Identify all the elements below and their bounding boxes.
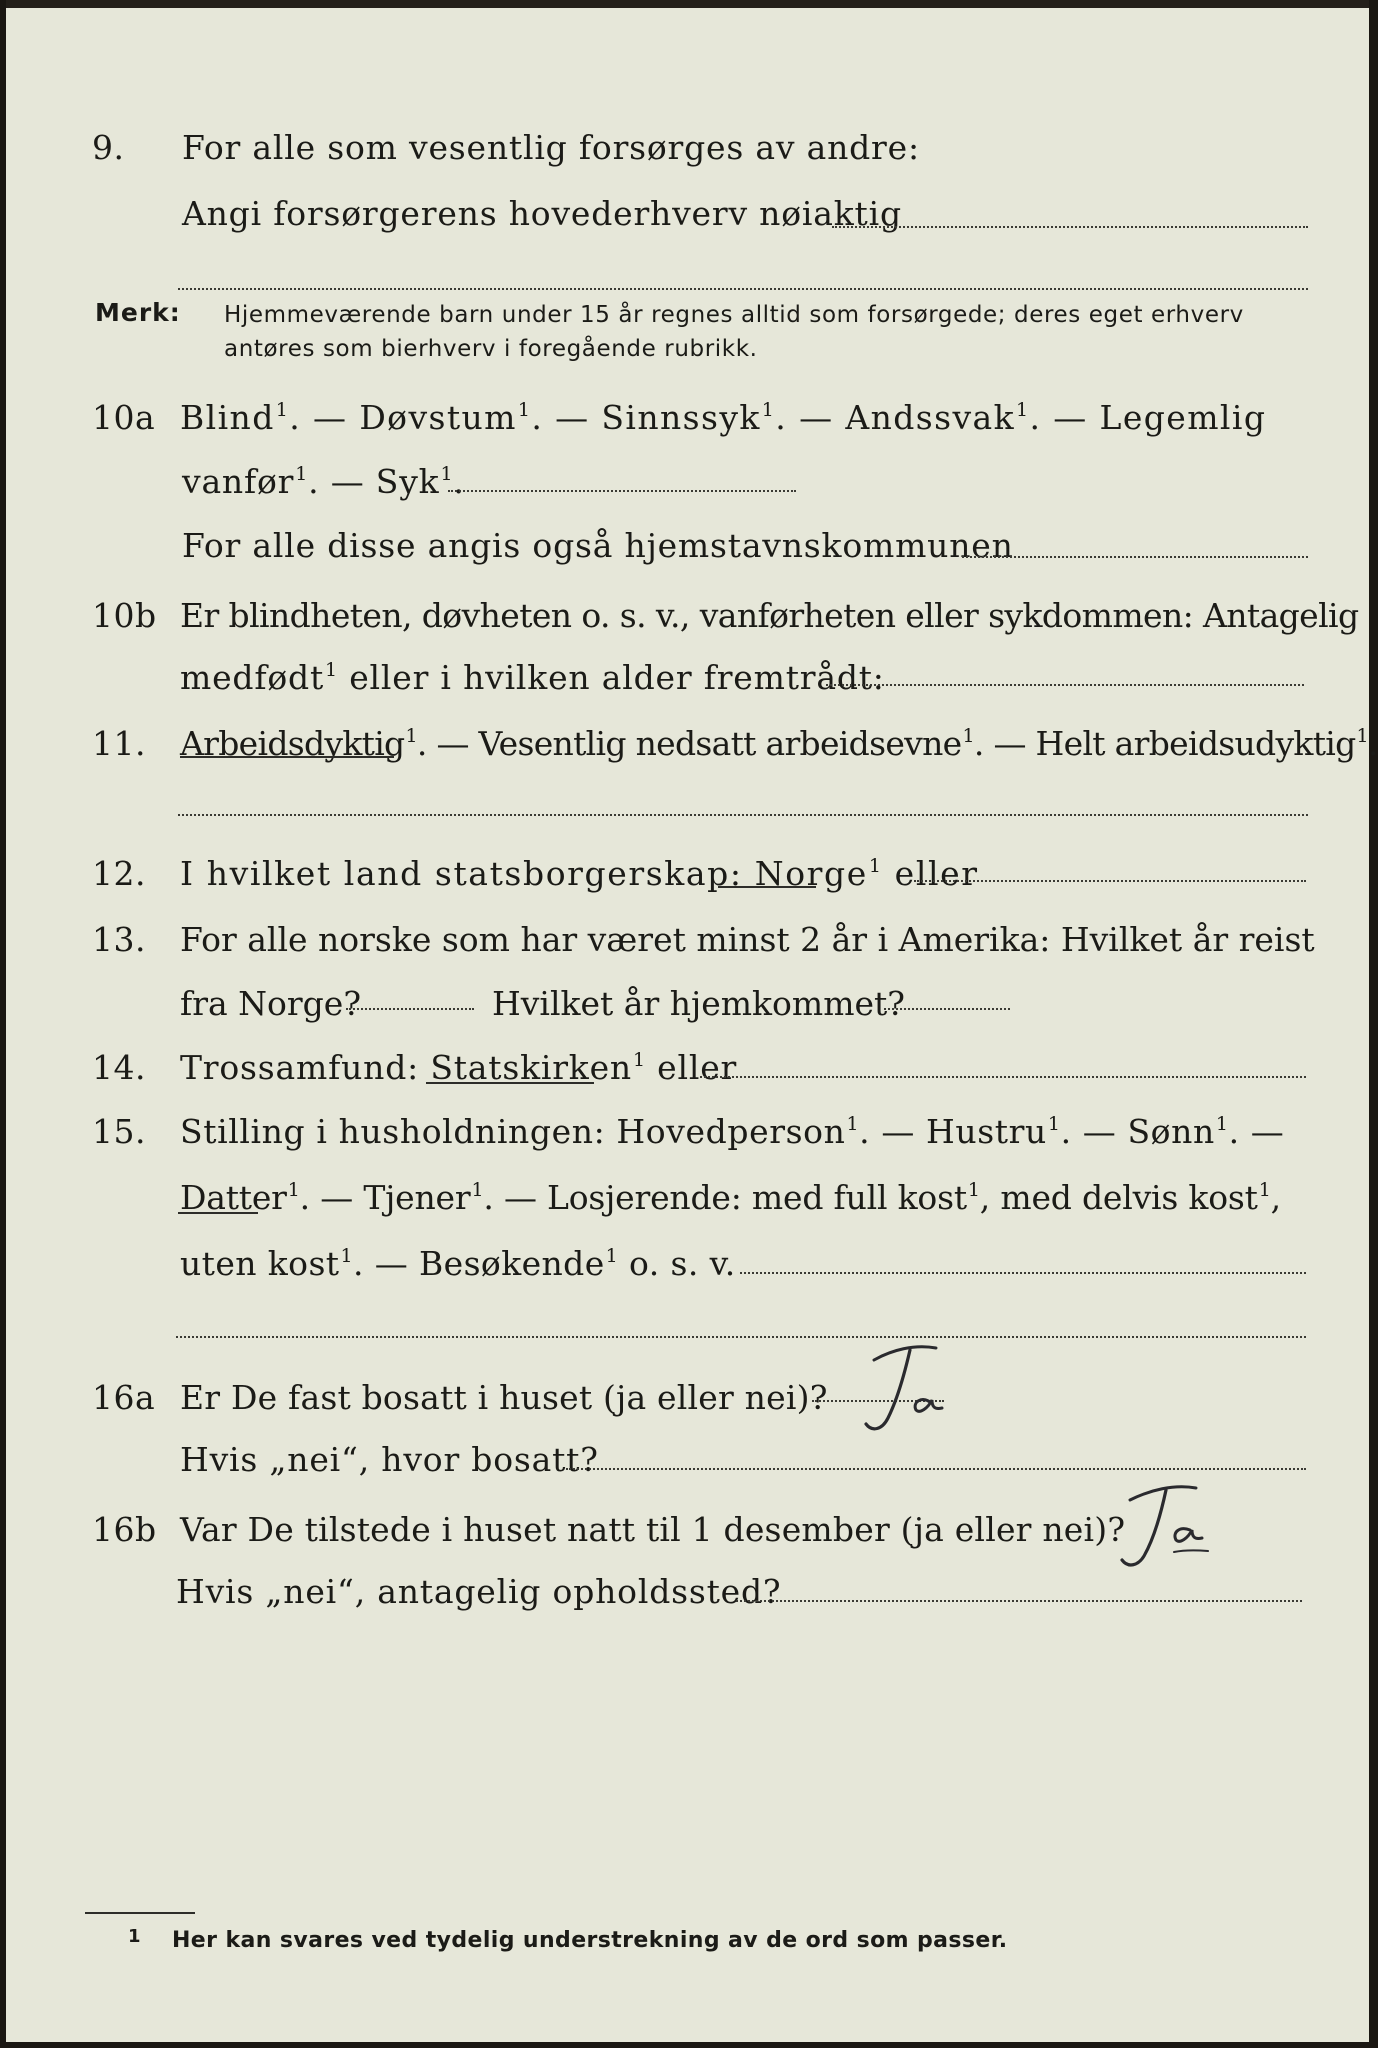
- question-text: For alle som vesentlig forsørges av andre:: [182, 128, 920, 167]
- question-12-line-1: [0, 846, 1373, 906]
- question-text: Stilling i husholdningen: Hovedperson$^1$. — Hustru$^1$. — Sønn$^1$. —: [180, 1112, 1285, 1151]
- answer-line[interactable]: [740, 1272, 1306, 1274]
- handwriting-ja-icon: [852, 1336, 952, 1446]
- question-text: medfødt$^1$ eller i hvilken alder fremtrådt:: [180, 658, 885, 697]
- question-text: fra Norge?: [180, 984, 362, 1023]
- question-number: 14.: [92, 1048, 146, 1087]
- question-13-line-1: [0, 912, 1373, 972]
- scan-edge-top: [0, 0, 1373, 8]
- question-number: 11.: [92, 724, 146, 763]
- question-10a-line-2: [0, 454, 1373, 514]
- answer-line[interactable]: [566, 1468, 1306, 1470]
- answer-line[interactable]: [178, 288, 1308, 290]
- answer-line[interactable]: [448, 490, 796, 492]
- question-number: 15.: [92, 1112, 146, 1151]
- question-text: Arbeidsdyktig$^1$. — Vesentlig nedsatt arbeidsevne$^1$. — Helt arbeidsudyktig$^1$.: [180, 724, 1378, 763]
- question-text: I hvilket land statsborgerskap: Norge$^1$ eller: [180, 854, 979, 893]
- handwritten-underline: [718, 886, 816, 888]
- footnote-divider: [85, 1912, 195, 1914]
- option-norge[interactable]: Norge: [754, 854, 868, 893]
- note-text-line-2: antøres som bierhverv i foregående rubrikk.: [224, 336, 758, 362]
- question-number: 9.: [92, 128, 125, 167]
- question-10a-line-3: [0, 518, 1373, 578]
- option-arbeidsdyktig[interactable]: Arbeidsdyktig: [180, 724, 405, 763]
- question-number: 16b: [92, 1510, 157, 1549]
- question-number: 12.: [92, 854, 146, 893]
- question-16a-line-1: [0, 1370, 1373, 1430]
- question-16b-line-2: [0, 1564, 1373, 1624]
- scan-edge-bottom: [0, 2042, 1373, 2048]
- question-number: 16a: [92, 1378, 156, 1417]
- answer-line[interactable]: [884, 1008, 1010, 1010]
- question-15-line-1: [0, 1104, 1373, 1164]
- question-15-line-2: [0, 1170, 1373, 1230]
- answer-line[interactable]: [962, 556, 1308, 558]
- question-9-line-2: [0, 186, 1373, 246]
- question-text: Hvis „nei“, hvor bosatt?: [180, 1440, 599, 1479]
- answer-line[interactable]: [914, 880, 1306, 882]
- answer-line[interactable]: [178, 814, 1308, 816]
- option-datter[interactable]: Datter: [180, 1178, 287, 1217]
- question-10b-line-2: [0, 650, 1373, 710]
- question-15-line-3: [0, 1236, 1373, 1296]
- answer-line[interactable]: [700, 1076, 1306, 1078]
- question-text: Hvilket år hjemkommet?: [492, 984, 905, 1023]
- question-text: For alle norske som har været minst 2 år i Amerika: Hvilket år reist: [180, 920, 1315, 959]
- question-text: Var De tilstede i huset natt til 1 desember (ja eller nei)?: [180, 1510, 1126, 1549]
- handwritten-underline: [426, 1082, 594, 1084]
- question-text: Trossamfund: Statskirken$^1$ eller: [180, 1048, 738, 1087]
- answer-line[interactable]: [346, 1008, 474, 1010]
- footnote-text: Her kan svares ved tydelig understrekning av de ord som passer.: [172, 1928, 1008, 1953]
- question-10a-line-1: [0, 390, 1373, 450]
- option-statskirken[interactable]: Statskirken: [430, 1048, 632, 1087]
- answer-line[interactable]: [832, 226, 1308, 228]
- handwritten-underline: [178, 1212, 258, 1214]
- question-11-line-1: [0, 716, 1378, 776]
- question-14-line-1: [0, 1040, 1373, 1100]
- question-text: Er blindheten, døvheten o. s. v., vanførheten eller sykdommen: Antagelig: [180, 596, 1359, 635]
- question-number: 13.: [92, 920, 146, 959]
- question-10b-line-1: [0, 588, 1373, 648]
- question-text: Angi forsørgerens hovederhverv nøiaktig: [182, 194, 902, 233]
- question-text: vanfør$^1$. — Syk$^1$.: [182, 462, 465, 501]
- footnote-mark: 1: [128, 1926, 141, 1947]
- question-number: 10a: [92, 398, 156, 437]
- question-13-line-2: [0, 976, 1373, 1036]
- question-number: 10b: [92, 596, 157, 635]
- question-text: Datter$^1$. — Tjener$^1$. — Losjerende: med full kost$^1$, med delvis kost$^1$,: [180, 1178, 1281, 1217]
- note-label: Merk:: [95, 298, 181, 327]
- note-text-line-1: Hjemmeværende barn under 15 år regnes alltid som forsørgede; deres eget erhverv: [224, 302, 1244, 328]
- answer-line[interactable]: [176, 1336, 1306, 1338]
- question-text: Hvis „nei“, antagelig opholdssted?: [176, 1572, 782, 1611]
- question-text: uten kost$^1$. — Besøkende$^1$ o. s. v.: [180, 1244, 736, 1283]
- question-text: Blind$^1$. — Døvstum$^1$. — Sinnssyk$^1$. — Andssvak$^1$. — Legemlig: [180, 398, 1267, 437]
- answer-line[interactable]: [736, 1600, 1302, 1602]
- question-text: Er De fast bosatt i huset (ja eller nei)?: [180, 1378, 828, 1417]
- answer-line[interactable]: [826, 684, 1304, 686]
- question-9-line-1: [0, 120, 1373, 180]
- handwritten-underline: [180, 756, 394, 758]
- question-text: For alle disse angis også hjemstavnskommunen: [182, 526, 1014, 565]
